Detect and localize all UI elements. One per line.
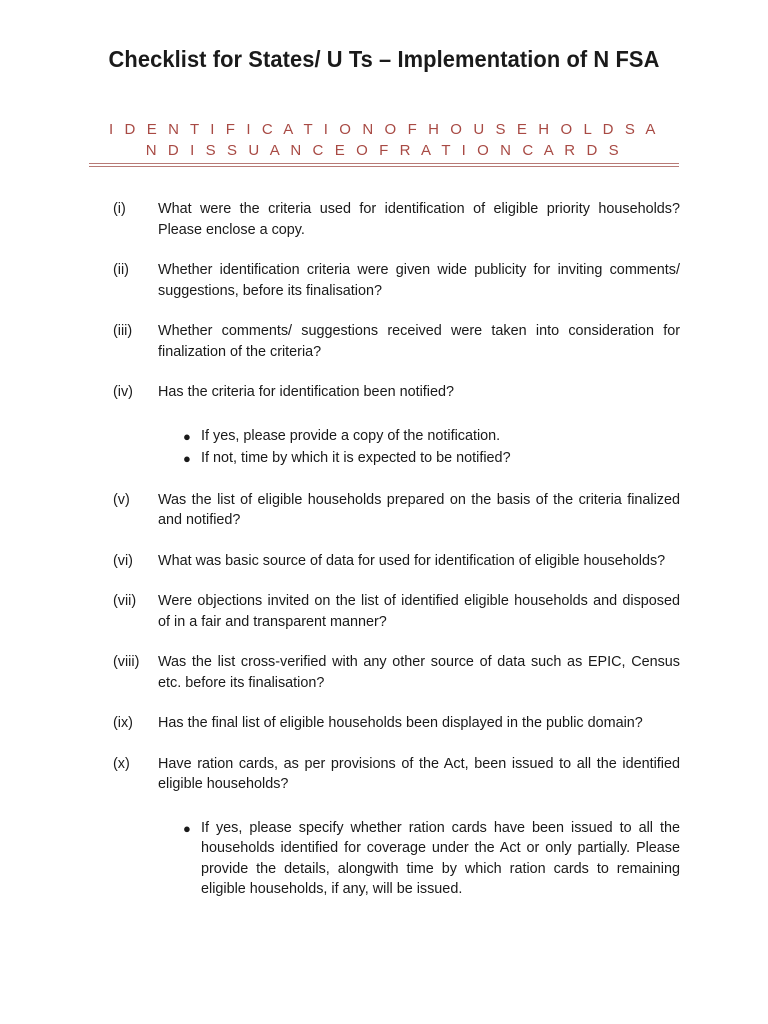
bullet-text: If yes, please specify whether ration cards have been issued to all the households identified for coverage under the Act or only partially. Please provide the details, alongwith time by which ration cards to remaining eligible households, if any, will be issued. (201, 819, 680, 897)
item-text: Has the criteria for identification been notified? (158, 384, 454, 400)
item-text: Has the final list of eligible households been displayed in the public domain? (158, 715, 643, 731)
item-number: (vi) (113, 552, 133, 569)
item-text: What was basic source of data for used for identification of eligible households? (158, 552, 666, 569)
item-text: Whether identification criteria were given wide publicity for inviting comments/ suggestions, before its finalisation? (158, 262, 680, 299)
checklist-item-viii (113, 652, 680, 693)
checklist (113, 199, 680, 900)
bullet-item (183, 448, 680, 470)
checklist-item-ix (113, 713, 680, 734)
item-number: (x) (113, 755, 130, 772)
item-iv-bullets (183, 426, 680, 470)
checklist-item-vi (113, 551, 680, 572)
document-title: Checklist for States/ U Ts – Implementation of N FSA (108, 46, 660, 72)
item-text: Whether comments/ suggestions received were taken into consideration for finalization of the criteria? (158, 323, 680, 360)
bullet-text: If not, time by which it is expected to be notified? (201, 449, 511, 466)
bullet-dot-icon: ● (183, 820, 191, 836)
heading-divider-bottom (89, 166, 679, 167)
item-number: (viii) (113, 654, 140, 670)
bullet-dot-icon: ● (183, 450, 191, 466)
checklist-item-x (113, 754, 680, 795)
item-number: (vii) (113, 593, 137, 609)
heading-divider-top (89, 163, 679, 164)
item-number: (ii) (113, 262, 129, 278)
checklist-item-i (113, 199, 680, 240)
item-number: (i) (113, 201, 126, 217)
checklist-item-ii (113, 260, 680, 301)
bullet-item (183, 426, 680, 448)
checklist-item-v (113, 490, 680, 531)
bullet-item (183, 818, 680, 900)
section-heading: I D E N T I F I C A T I O N O F H O U S E H O L D S A N D I S S U A N C E O F R A T I O N C A R D S (108, 121, 660, 159)
item-number: (iv) (113, 384, 133, 400)
checklist-item-iii (113, 321, 680, 362)
item-number: (ix) (113, 715, 133, 731)
item-number: (iii) (113, 323, 133, 339)
item-text: Have ration cards, as per provisions of the Act, been issued to all the identified eligible households? (158, 755, 680, 792)
item-x-bullets (183, 818, 680, 900)
item-text: What were the criteria used for identification of eligible priority households? Please enclose a copy. (158, 201, 680, 238)
item-text: Was the list cross-verified with any other source of data such as EPIC, Census etc. before its finalisation? (158, 654, 680, 691)
bullet-dot-icon: ● (183, 428, 191, 444)
item-number: (v) (113, 491, 130, 508)
checklist-item-iv (113, 382, 680, 403)
bullet-text: If yes, please provide a copy of the notification. (201, 427, 501, 444)
item-text: Was the list of eligible households prepared on the basis of the criteria finalized and notified? (158, 491, 680, 528)
checklist-item-vii (113, 591, 680, 632)
item-text: Were objections invited on the list of identified eligible households and disposed of in a fair and transparent manner? (158, 593, 680, 630)
